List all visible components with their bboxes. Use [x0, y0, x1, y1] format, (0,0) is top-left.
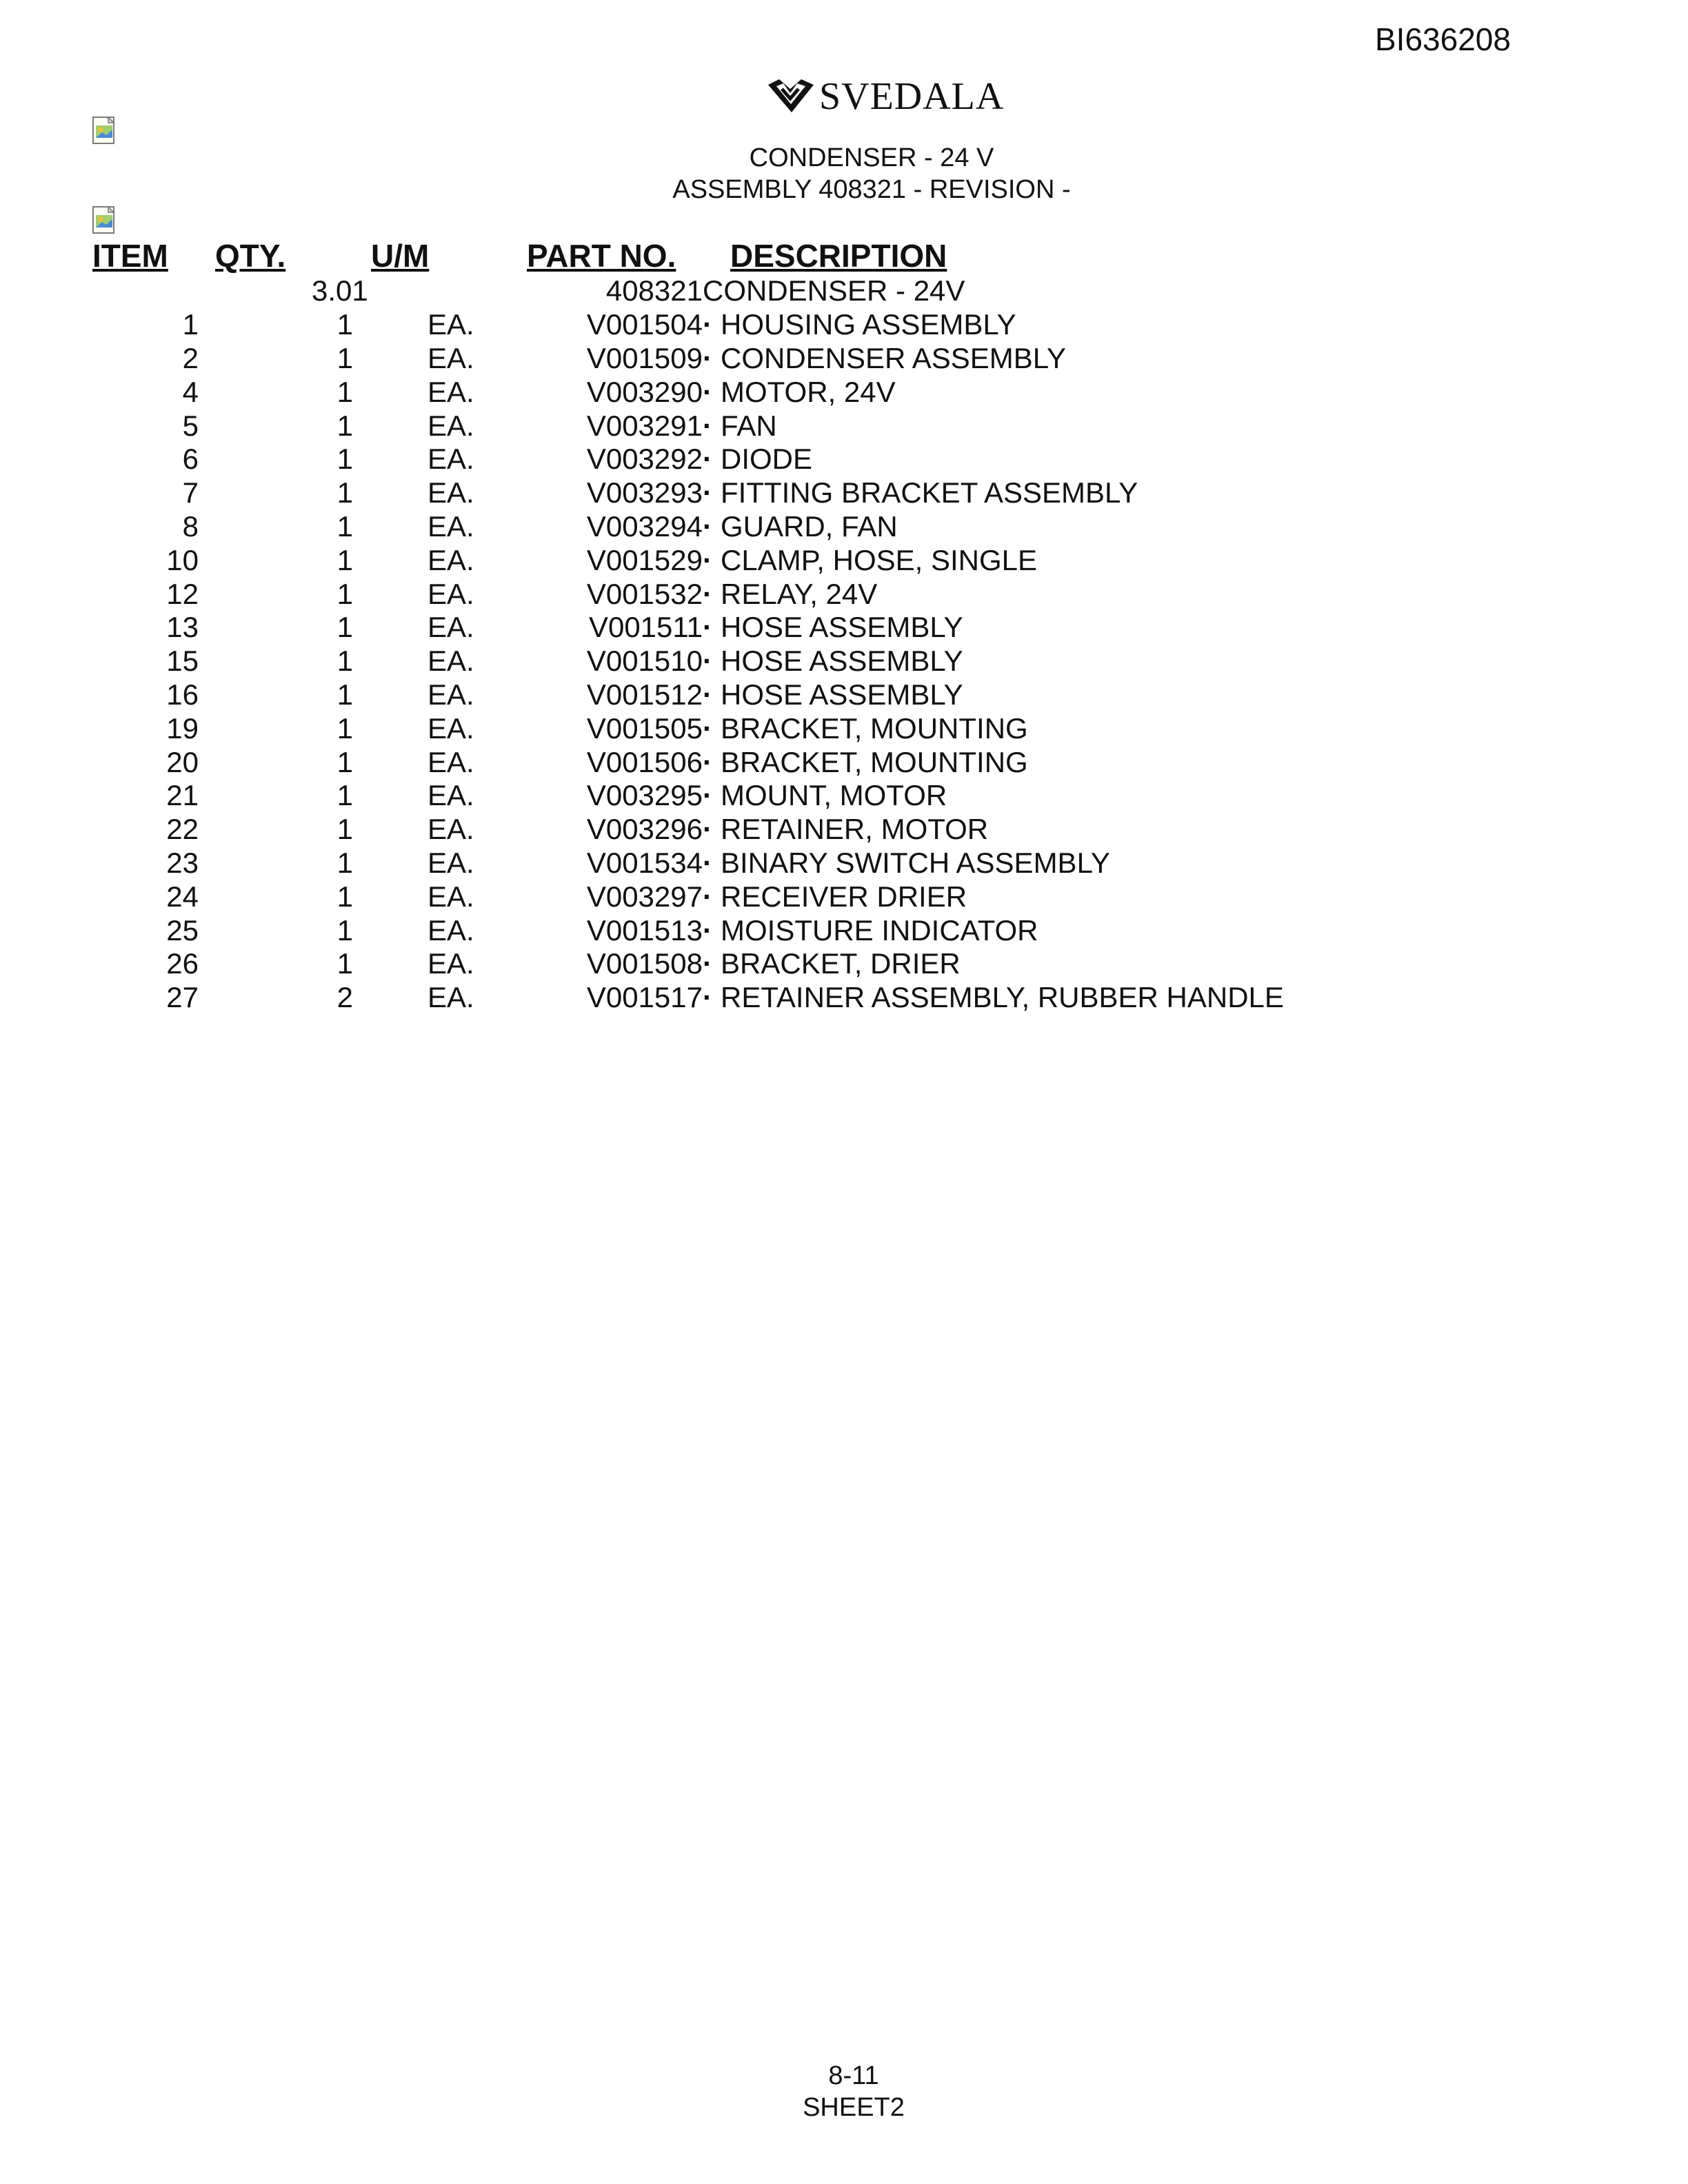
cell-qty: 1 [336, 443, 353, 476]
cell-um: EA. [428, 341, 474, 374]
header-part-no: PART NO. [527, 238, 676, 274]
sheet-label: SHEET2 [803, 2093, 905, 2122]
cell-part-no: V001512 [586, 678, 703, 711]
cell-description: · MOTOR, 24V [703, 375, 896, 408]
table-row [92, 476, 1284, 510]
cell-description: · RECEIVER DRIER [703, 880, 967, 913]
cell-item: 2 [182, 341, 199, 374]
cell-description: · BINARY SWITCH ASSEMBLY [703, 846, 1110, 879]
cell-um: EA. [428, 981, 474, 1014]
cell-qty: 1 [336, 846, 353, 879]
cell-part-no: V001504 [586, 308, 703, 341]
cell-qty: 1 [336, 509, 353, 543]
indent-bullet: · [703, 913, 712, 947]
header-um: U/M [371, 238, 430, 274]
cell-um: EA. [428, 308, 474, 341]
cell-qty: 3.01 [312, 274, 368, 307]
cell-qty: 1 [336, 308, 353, 341]
table-row [92, 813, 1284, 847]
table-row [92, 981, 1284, 1015]
cell-description: · BRACKET, MOUNTING [703, 745, 1028, 778]
table-row [92, 342, 1284, 376]
indent-bullet: · [703, 779, 712, 812]
cell-item: 12 [166, 577, 199, 610]
cell-item: 8 [182, 509, 199, 543]
table-row [92, 577, 1284, 611]
header-qty: QTY. [215, 238, 286, 274]
cell-qty: 1 [336, 813, 353, 846]
cell-part-no: V001532 [586, 577, 703, 610]
cell-part-no: V003295 [586, 779, 703, 812]
indent-bullet: · [703, 947, 712, 980]
cell-part-no: V001505 [586, 711, 703, 745]
cell-part-no: V001509 [586, 341, 703, 374]
indent-bullet: · [703, 341, 712, 374]
indent-bullet: · [703, 308, 712, 341]
cell-part-no: V003293 [586, 476, 703, 509]
table-row [92, 308, 1284, 342]
cell-part-no: V003292 [586, 443, 703, 476]
cell-um: EA. [428, 645, 474, 678]
table-row-assembly [92, 274, 1284, 308]
table-row [92, 678, 1284, 712]
cell-um: EA. [428, 745, 474, 778]
table-row [92, 645, 1284, 678]
cell-part-no: V003296 [586, 813, 703, 846]
cell-qty: 1 [336, 577, 353, 610]
cell-description: · HOSE ASSEMBLY [703, 611, 963, 644]
cell-description: · FITTING BRACKET ASSEMBLY [703, 476, 1138, 509]
cell-item: 4 [182, 375, 199, 408]
cell-item: 5 [182, 409, 199, 442]
cell-description: · RELAY, 24V [703, 577, 878, 610]
cell-um: EA. [428, 880, 474, 913]
cell-part-no: 408321 [605, 274, 703, 307]
cell-part-no: V001517 [586, 981, 703, 1014]
table-header-row [92, 233, 1284, 274]
table-row [92, 409, 1284, 443]
table-row [92, 880, 1284, 913]
cell-part-no: V003297 [586, 880, 703, 913]
cell-item: 1 [182, 308, 199, 341]
cell-part-no: V003294 [586, 509, 703, 543]
cell-description: · MOUNT, MOTOR [703, 779, 947, 812]
cell-item: 16 [166, 678, 199, 711]
indent-bullet: · [703, 409, 712, 442]
cell-qty: 1 [336, 678, 353, 711]
indent-bullet: · [703, 577, 712, 610]
cell-item: 27 [166, 981, 199, 1014]
indent-bullet: · [703, 981, 712, 1014]
cell-um: EA. [428, 577, 474, 610]
document-image-icon [91, 116, 119, 145]
cell-item: 20 [166, 745, 199, 778]
table-row [92, 779, 1284, 813]
cell-part-no: V003290 [586, 375, 703, 408]
cell-qty: 1 [336, 745, 353, 778]
cell-um: EA. [428, 443, 474, 476]
indent-bullet: · [703, 509, 712, 543]
table-row [92, 510, 1284, 544]
cell-qty: 1 [336, 543, 353, 576]
cell-item: 21 [166, 779, 199, 812]
cell-qty: 1 [336, 341, 353, 374]
indent-bullet: · [703, 476, 712, 509]
cell-um: EA. [428, 711, 474, 745]
cell-um [353, 274, 517, 308]
cell-description: · RETAINER, MOTOR [703, 813, 989, 846]
cell-item: 10 [166, 543, 199, 576]
cell-um: EA. [428, 813, 474, 846]
cell-description: · GUARD, FAN [703, 509, 898, 543]
cell-qty: 1 [336, 711, 353, 745]
cell-um: EA. [428, 846, 474, 879]
page-number: 8-11 [828, 2061, 879, 2090]
cell-description: · HOSE ASSEMBLY [703, 678, 963, 711]
cell-description: · BRACKET, MOUNTING [703, 711, 1028, 745]
cell-um: EA. [428, 409, 474, 442]
cell-part-no: V001510 [586, 645, 703, 678]
cell-description: · CLAMP, HOSE, SINGLE [703, 543, 1038, 576]
indent-bullet: · [703, 880, 712, 913]
cell-part-no: V001534 [586, 846, 703, 879]
cell-qty: 1 [336, 645, 353, 678]
indent-bullet: · [703, 443, 712, 476]
table-row [92, 543, 1284, 577]
cell-um: EA. [428, 678, 474, 711]
table-row [92, 443, 1284, 476]
cell-description: · MOISTURE INDICATOR [703, 913, 1038, 947]
svedala-logo [765, 76, 1004, 117]
table-row [92, 611, 1284, 645]
cell-qty: 1 [336, 409, 353, 442]
table-row [92, 711, 1284, 745]
cell-part-no: V001506 [586, 745, 703, 778]
cell-description: · CONDENSER ASSEMBLY [703, 341, 1067, 374]
cell-description: · RETAINER ASSEMBLY, RUBBER HANDLE [703, 981, 1284, 1014]
cell-item: 7 [182, 476, 199, 509]
table-row [92, 375, 1284, 409]
cell-um: EA. [428, 543, 474, 576]
cell-item: 19 [166, 711, 199, 745]
cell-qty: 1 [336, 913, 353, 947]
table-row [92, 745, 1284, 779]
indent-bullet: · [703, 711, 712, 745]
cell-description: · HOUSING ASSEMBLY [703, 308, 1016, 341]
cell-item: 23 [166, 846, 199, 879]
cell-item: 22 [166, 813, 199, 846]
document-image-icon [91, 205, 119, 234]
cell-um: EA. [428, 611, 474, 644]
indent-bullet: · [703, 375, 712, 408]
indent-bullet: · [703, 813, 712, 846]
cell-qty: 1 [336, 779, 353, 812]
cell-description: CONDENSER - 24V [703, 274, 965, 307]
document-id: BI636208 [1375, 21, 1511, 57]
indent-bullet: · [703, 846, 712, 879]
cell-um: EA. [428, 779, 474, 812]
cell-item: 25 [166, 913, 199, 947]
cell-item: 13 [166, 611, 199, 644]
table-row [92, 847, 1284, 880]
cell-item [92, 274, 199, 308]
cell-item: 26 [166, 947, 199, 980]
cell-um: EA. [428, 509, 474, 543]
cell-part-no: V001511 [588, 611, 703, 644]
cell-part-no: V003291 [586, 409, 703, 442]
cell-um: EA. [428, 476, 474, 509]
cell-um: EA. [428, 913, 474, 947]
cell-um: EA. [428, 947, 474, 980]
cell-part-no: V001513 [586, 913, 703, 947]
cell-item: 6 [182, 443, 199, 476]
logo-text: SVEDALA [819, 75, 1005, 118]
cell-qty: 1 [336, 611, 353, 644]
cell-description: · FAN [703, 409, 777, 442]
table-row [92, 913, 1284, 947]
svedala-logo-mark-icon [765, 78, 816, 115]
cell-description: · BRACKET, DRIER [703, 947, 961, 980]
cell-qty: 2 [336, 981, 353, 1014]
cell-description: · HOSE ASSEMBLY [703, 645, 963, 678]
cell-description: · DIODE [703, 443, 813, 476]
title-line-2: ASSEMBLY 408321 - REVISION - [672, 175, 1071, 204]
indent-bullet: · [703, 611, 712, 644]
indent-bullet: · [703, 745, 712, 778]
indent-bullet: · [703, 543, 712, 576]
table-row [92, 947, 1284, 981]
cell-um: EA. [428, 375, 474, 408]
title-line-1: CONDENSER - 24 V [749, 143, 994, 172]
cell-part-no: V001529 [586, 543, 703, 576]
header-description: DESCRIPTION [730, 238, 947, 274]
cell-qty: 1 [336, 947, 353, 980]
cell-item: 15 [166, 645, 199, 678]
parts-list-table [92, 233, 1284, 1015]
indent-bullet: · [703, 645, 712, 678]
header-item: ITEM [92, 238, 168, 274]
cell-qty: 1 [336, 476, 353, 509]
cell-qty: 1 [336, 375, 353, 408]
cell-item: 24 [166, 880, 199, 913]
indent-bullet: · [703, 678, 712, 711]
cell-part-no: V001508 [586, 947, 703, 980]
cell-qty: 1 [336, 880, 353, 913]
